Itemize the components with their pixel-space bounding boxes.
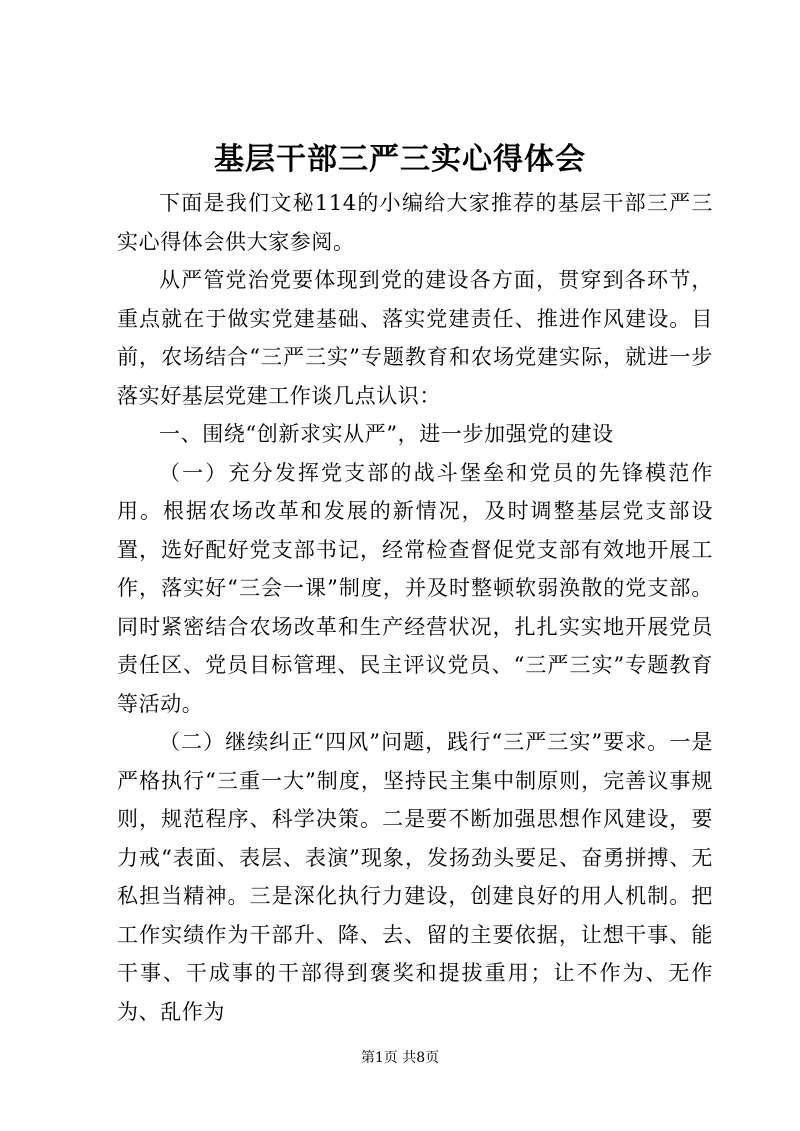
page-footer: 第1页 共8页 xyxy=(360,1050,440,1066)
document-body xyxy=(117,184,713,1031)
paragraph-subsection-1: （一）充分发挥党支部的战斗堡垒和党员的先锋模范作用。根据农场改革和发展的新情况，及时调整基层党支部设置，选好配好党支部书记，经常检查督促党支部有效地开展工作，落实好“三会一课”制度，并及时整顿软弱涣散的党支部。同时紧密结合农场改革和生产经营状况，扎扎实实地开展党员责任区、党员目标管理、民主评议党员、“三严三实”专题教育等活动。 xyxy=(117,460,713,716)
paragraph-intro: 下面是我们文秘114的小编给大家推荐的基层干部三严三实心得体会供大家参阅。 xyxy=(117,191,713,254)
paragraph-overview: 从严管党治党要体现到党的建设各方面，贯穿到各环节，重点就在于做实党建基础、落实党建责任、推进作风建设。目前，农场结合“三严三实”专题教育和农场党建实际，就进一步落实好基层党建工作谈几点认识： xyxy=(117,268,713,408)
paragraph-subsection-2: （二）继续纠正“四风”问题，践行“三严三实”要求。一是严格执行“三重一大”制度，坚持民主集中制原则，完善议事规则，规范程序、科学决策。二是要不断加强思想作风建设，要力戒“表面、表层、表演”现象，发扬劲头要足、奋勇拼搏、无私担当精神。三是深化执行力建设，创建良好的用人机制。把工作实绩作为干部升、降、去、留的主要依据，让想干事、能干事、干成事的干部得到褒奖和提拔重用；让不作为、无作为、乱作为 xyxy=(117,730,713,1024)
document-title: 基层干部三严三实心得体会 xyxy=(214,142,586,177)
section-heading-1: 一、围绕“创新求实从严”，进一步加强党的建设 xyxy=(159,422,614,446)
